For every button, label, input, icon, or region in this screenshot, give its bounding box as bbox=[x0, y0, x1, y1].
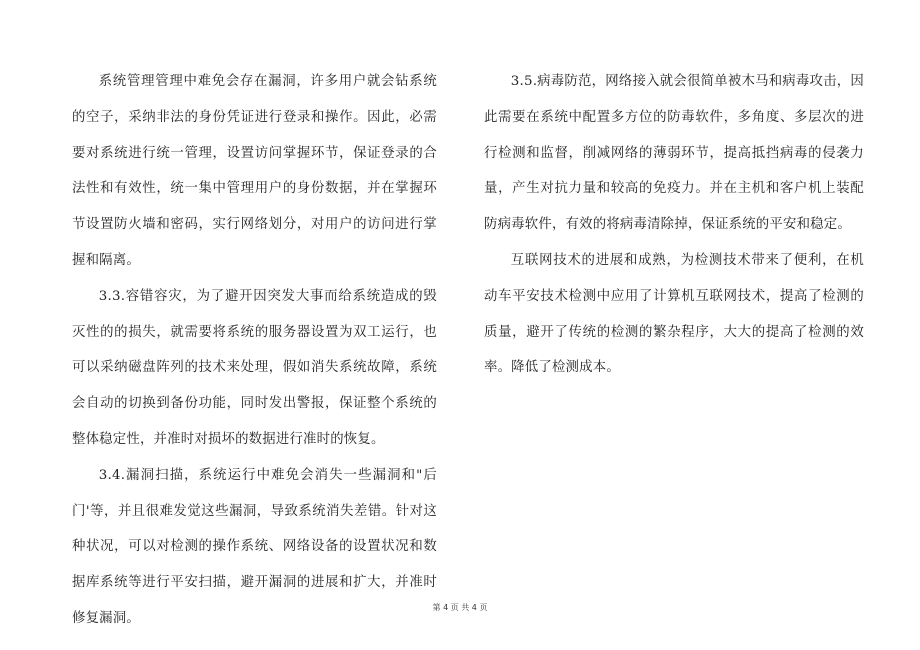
page-footer: 第 4 页 共 4 页 bbox=[432, 603, 488, 612]
paragraph-virus-prevention: 3.5.病毒防范，网络接入就会很简单被木马和病毒攻击，因此需要在系统中配置多方位的防毒软件，多角度、多层次的进行检测和监督，削减网络的薄弱环节，提高抵挡病毒的侵袭力量，产生对抗力量和较高的免疫力。并在主机和客户机上装配防病毒软件，有效的将病毒清除掉，保证系统的平安和稳定。 bbox=[484, 74, 864, 233]
paragraph-access-control: 系统管理管理中难免会存在漏洞，许多用户就会钻系统的空子，采纳非法的身份凭证进行登录和操作。因此，必需要对系统进行统一管理，设置访问掌握环节，保证登录的合法性和有效性，统一集中管理用户的身份数据，并在掌握环节设置防火墙和密码，实行网络划分，对用户的访问进行掌握和隔离。 bbox=[72, 74, 437, 268]
paragraph-conclusion: 互联网技术的进展和成熟，为检测技术带来了便利，在机动车平安技术检测中应用了计算机互联网技术，提高了检测的质量，避开了传统的检测的繁杂程序，大大的提高了检测的效率。降低了检测成本。 bbox=[484, 252, 864, 376]
right-column bbox=[484, 64, 864, 386]
paragraph-vulnerability-scan: 3.4.漏洞扫描，系统运行中难免会消失一些漏洞和"后门'等，并且很难发觉这些漏洞，导致系统消失差错。针对这种状况，可以对检测的操作系统、网络设备的设置状况和数据库系统等进行平安扫描，避开漏洞的进展和扩大，并准时修复漏洞。 bbox=[72, 467, 437, 626]
paragraph-fault-tolerance: 3.3.容错容灾，为了避开因突发大事而给系统造成的毁灭性的的损失，就需要将系统的服务器设置为双工运行，也可以采纳磁盘阵列的技术来处理，假如消失系统故障，系统会自动的切换到备份功能，同时发出警报，保证整个系统的整体稳定性，并准时对损坏的数据进行准时的恢复。 bbox=[72, 288, 437, 447]
left-column bbox=[72, 64, 437, 637]
